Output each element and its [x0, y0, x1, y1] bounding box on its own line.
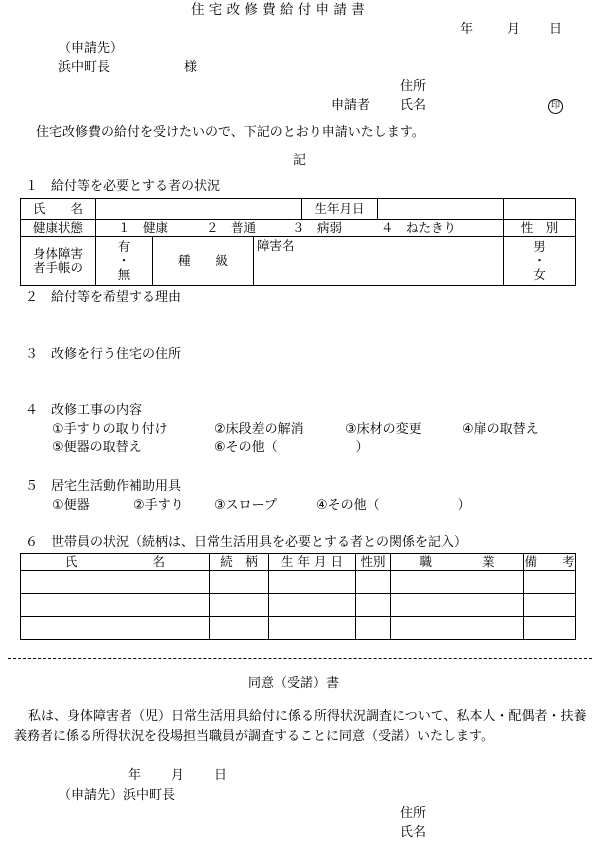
- consent-body: 私は、身体障害者（児）日常生活用具給付に係る所得状況調査について、私本人・配偶者・扶養義務者に係る所得状況を役場担当職員が調査することに同意（受諾）いたします。: [14, 709, 587, 744]
- household-cell[interactable]: [391, 594, 524, 617]
- section1-heading: １ 給付等を必要とする者の状況: [25, 179, 221, 194]
- applicant-name-label: 氏名: [400, 98, 427, 113]
- equipment-item-4[interactable]: ④その他（ ）: [316, 498, 471, 513]
- health-option-4[interactable]: ４ ねたきり: [381, 220, 457, 235]
- household-table: [20, 553, 576, 640]
- honorific-sama: 様: [184, 60, 198, 75]
- household-cell[interactable]: [524, 594, 576, 617]
- health-option-3[interactable]: ３ 病弱: [292, 220, 343, 235]
- household-cell[interactable]: [269, 594, 356, 617]
- household-cell[interactable]: [210, 594, 269, 617]
- sex-header-cell: 性 別: [504, 220, 576, 237]
- name-header-cell: 氏 名: [21, 199, 96, 220]
- consent-date-month: 月: [171, 768, 185, 783]
- header-date-month: 月: [507, 22, 521, 37]
- consent-date-day: 日: [214, 768, 228, 783]
- household-cell[interactable]: [391, 571, 524, 594]
- applicant-destination-label: （申請先）: [58, 41, 124, 56]
- sex-female: 女: [533, 267, 546, 282]
- household-cell[interactable]: [210, 571, 269, 594]
- renovation-item-1[interactable]: ①手すりの取り付け: [52, 422, 168, 437]
- section3-heading: ３ 改修を行う住宅の住所: [25, 347, 182, 362]
- renovation-item-5[interactable]: ⑤便器の取替え: [52, 440, 142, 455]
- renovation-item-6[interactable]: ⑥その他（ ）: [214, 440, 369, 455]
- intro-text: 住宅改修費の給付を受けたいので、下記のとおり申請いたします。: [36, 125, 425, 140]
- household-cell[interactable]: [524, 617, 576, 640]
- table-row: [21, 594, 576, 617]
- household-col-name: 氏 名: [21, 554, 210, 571]
- has-none-cell[interactable]: [96, 237, 153, 286]
- household-cell[interactable]: [356, 617, 391, 640]
- has-option: 有: [117, 239, 131, 254]
- handbook-label-2: 者手帳の: [32, 260, 83, 275]
- disability-name-cell[interactable]: [254, 237, 504, 286]
- applicant-label: 申請者: [331, 98, 371, 113]
- applicant-address-label: 住所: [400, 79, 427, 94]
- form-title: 住 宅 改 修 費 給 付 申 請 書: [191, 2, 365, 18]
- none-option: 無: [117, 267, 131, 282]
- section5-heading: ５ 居宅生活動作補助用具: [25, 479, 182, 494]
- household-col-sex: 性別: [356, 554, 391, 571]
- sex-male: 男: [533, 239, 546, 254]
- consent-name-label: 氏名: [400, 825, 427, 840]
- household-cell[interactable]: [21, 571, 210, 594]
- table-row: [21, 571, 576, 594]
- renovation-item-3[interactable]: ③床材の変更: [345, 422, 422, 437]
- birth-cell: [302, 199, 504, 220]
- sex-value-cell[interactable]: [504, 237, 576, 286]
- disability-name-label: 障害名: [257, 238, 295, 253]
- header-date-year: 年: [460, 22, 474, 37]
- consent-address-label: 住所: [400, 806, 427, 821]
- sex-dot: ・: [533, 253, 546, 268]
- consent-title: 同意（受諾）書: [248, 676, 340, 691]
- household-col-birth: 生 年 月 日: [269, 554, 356, 571]
- recipient-status-table: [20, 198, 576, 286]
- seal-icon: 印: [548, 99, 563, 114]
- household-cell[interactable]: [524, 571, 576, 594]
- has-none-dot: ・: [117, 253, 131, 268]
- section6-heading: ６ 世帯員の状況（続柄は、日常生活用具を必要とする者との関係を記入）: [25, 535, 468, 550]
- household-cell[interactable]: [21, 594, 210, 617]
- health-option-2[interactable]: ２ 普通: [206, 220, 257, 235]
- consent-date-year: 年: [128, 768, 142, 783]
- section2-heading: ２ 給付等を希望する理由: [25, 290, 182, 305]
- renovation-item-4[interactable]: ④扉の取替え: [462, 422, 539, 437]
- seal-mark: [548, 98, 563, 114]
- name-input[interactable]: [96, 199, 302, 220]
- household-cell[interactable]: [356, 594, 391, 617]
- equipment-item-1[interactable]: ①便器: [52, 498, 90, 513]
- household-col-remarks: 備 考: [524, 553, 575, 569]
- consent-destination: （申請先）浜中町長: [58, 788, 176, 803]
- handbook-header-cell: [21, 237, 96, 286]
- cut-line-divider: [8, 658, 592, 659]
- kind-grade-cell: 種 級: [153, 237, 254, 286]
- health-options-cell[interactable]: [96, 220, 504, 237]
- header-date-day: 日: [549, 22, 563, 37]
- handbook-label-1: 身体障害: [32, 245, 83, 261]
- household-cell[interactable]: [391, 617, 524, 640]
- health-option-1[interactable]: １ 健康: [118, 220, 169, 235]
- ki-label: 記: [293, 153, 307, 168]
- table-row: [21, 617, 576, 640]
- birth-label: 生年月日: [302, 199, 378, 219]
- household-col-relation: 続 柄: [210, 554, 269, 571]
- household-cell[interactable]: [21, 617, 210, 640]
- health-header-cell: 健康状態: [21, 220, 96, 237]
- mayor-label: 浜中町長: [58, 60, 111, 75]
- household-cell[interactable]: [269, 571, 356, 594]
- equipment-item-3[interactable]: ③スロープ: [214, 498, 278, 513]
- renovation-item-2[interactable]: ②床段差の解消: [214, 422, 304, 437]
- equipment-item-2[interactable]: ②手すり: [133, 498, 184, 513]
- section4-heading: ４ 改修工事の内容: [25, 403, 143, 418]
- birth-date-cell[interactable]: [504, 199, 576, 220]
- household-cell[interactable]: [356, 571, 391, 594]
- household-col-occupation: 職 業: [391, 554, 524, 571]
- household-cell[interactable]: [269, 617, 356, 640]
- household-cell[interactable]: [210, 617, 269, 640]
